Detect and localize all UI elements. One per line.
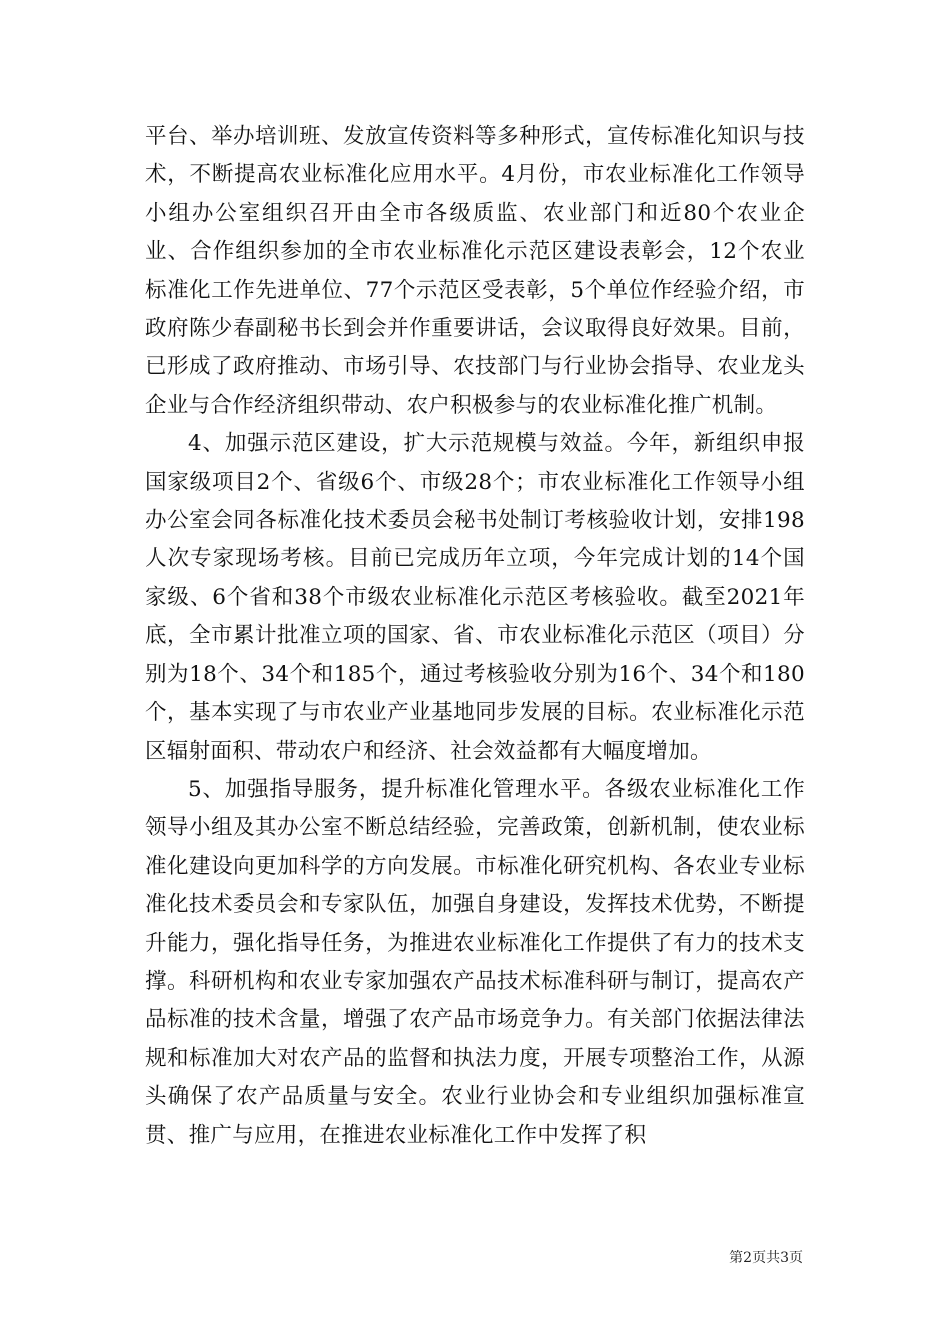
paragraph-continuation: 平台、举办培训班、发放宣传资料等多种形式，宣传标准化知识与技术，不断提高农业标准化应用水平。4月份，市农业标准化工作领导小组办公室组织召开由全市各级质监、农业部门和近80个农业企业、合作组织参加的全市农业标准化示范区建设表彰会，12个农业标准化工作先进单位、77个示范区受表彰，5个单位作经验介绍，市政府陈少春副秘书长到会并作重要讲话，会议取得良好效果。目前，已形成了政府推动、市场引导、农技部门与行业协会指导、农业龙头企业与合作经济组织带动、农户积极参与的农业标准化推广机制。 bbox=[145, 124, 805, 418]
paragraph-guidance-services: 5、加强指导服务，提升标准化管理水平。各级农业标准化工作领导小组及其办公室不断总结经验，完善政策，创新机制，使农业标准化建设向更加科学的方向发展。市标准化研究机构、各农业专业标准化技术委员会和专家队伍，加强自身建设，发挥技术优势，不断提升能力，强化指导任务，为推进农业标准化工作提供了有力的技术支撑。科研机构和农业专家加强农产品技术标准科研与制订，提高农产品标准的技术含量，增强了农产品市场竞争力。有关部门依据法律法规和标准加大对农产品的监督和执法力度，开展专项整治工作，从源头确保了农产品质量与安全。农业行业协会和专业组织加强标准宣贯、推广与应用，在推进农业标准化工作中发挥了积 bbox=[145, 776, 805, 1148]
paragraph-demonstration-zones: 4、加强示范区建设，扩大示范规模与效益。今年，新组织申报国家级项目2个、省级6个、市级28个；市农业标准化工作领导小组办公室会同各标准化技术委员会秘书处制订考核验收计划，安排198人次专家现场考核。目前已完成历年立项，今年完成计划的14个国家级、6个省和38个市级农业标准化示范区考核验收。截至2021年底，全市累计批准立项的国家、省、市农业标准化示范区（项目）分别为18个、34个和185个，通过考核验收分别为16个、34个和180个，基本实现了与市农业产业基地同步发展的目标。农业标准化示范区辐射面积、带动农户和经济、社会效益都有大幅度增加。 bbox=[145, 431, 805, 764]
document-body bbox=[145, 118, 805, 1155]
page-number-footer: 第2页共3页 bbox=[729, 1250, 803, 1266]
